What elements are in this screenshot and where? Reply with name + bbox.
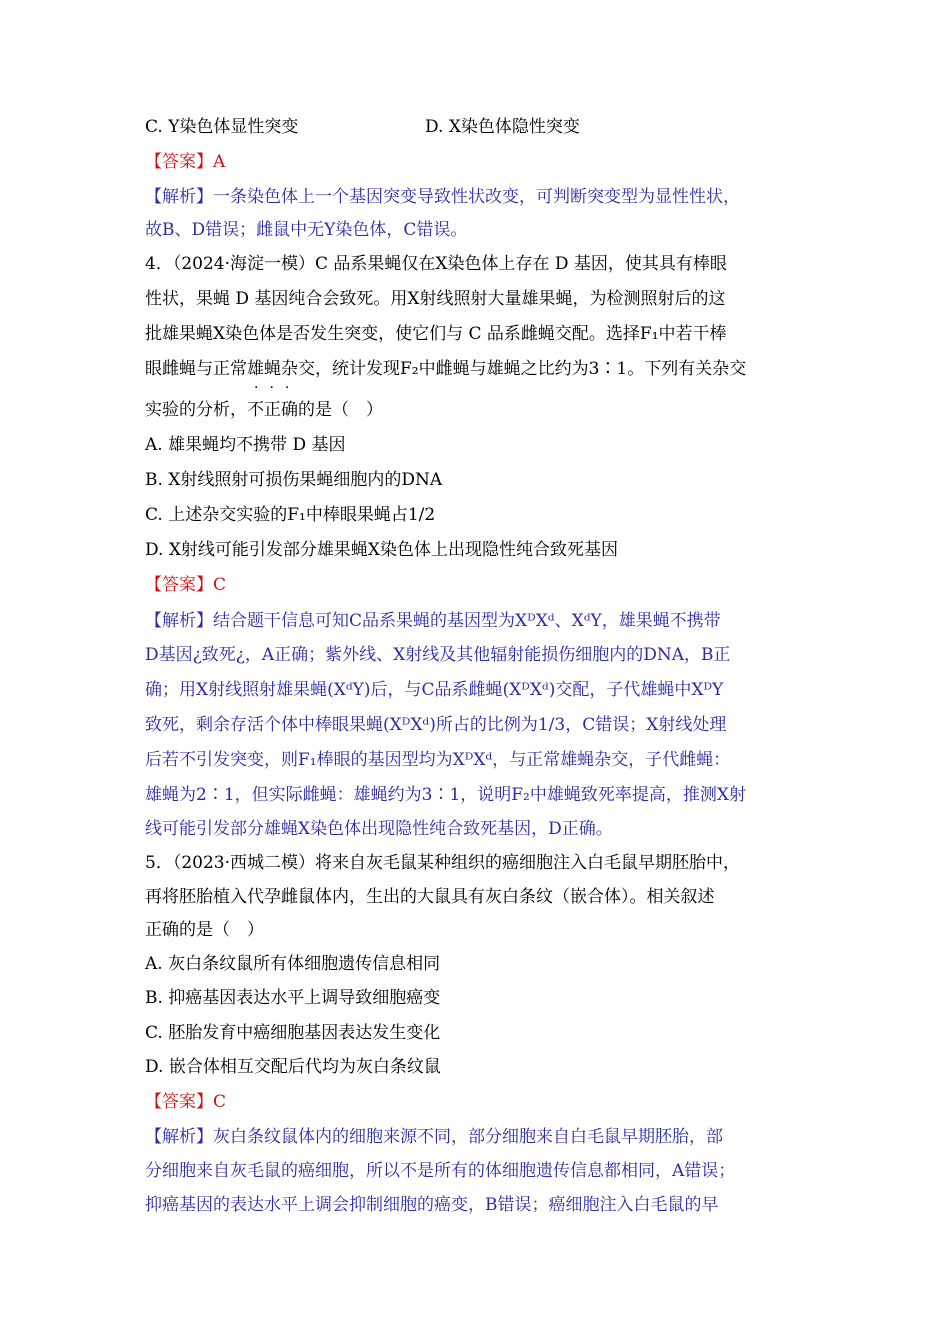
q4-answer	[145, 574, 226, 596]
q4-option-d: D. X射线可能引发部分雄果蝇X染色体上出现隐性纯合致死基因	[145, 540, 619, 560]
q4-analysis-line-3: 确；用X射线照射雄果蝇(XᵈY)后，与C品系雌蝇(XᴰXᵈ)交配，子代雄蝇中XᴰY	[145, 680, 724, 700]
q3-analysis-line-2: 故B、D错误；雌鼠中无Y染色体，C错误。	[145, 220, 468, 240]
q4-stem-line-3: 批雄果蝇X染色体是否发生突变，使它们与 C 品系雌蝇交配。选择F₁中若干棒	[145, 324, 727, 344]
q5-analysis-line-2: 分细胞来自灰毛鼠的癌细胞，所以不是所有的体细胞遗传信息都相同，A错误；	[145, 1161, 736, 1181]
q5-stem-line-2: 再将胚胎植入代孕雌鼠体内，生出的大鼠具有灰白条纹（嵌合体）。相关叙述	[145, 887, 715, 907]
analysis-text: 结合题干信息可知C品系果蝇的基因型为XᴰXᵈ、XᵈY，雄果蝇不携带	[213, 611, 721, 631]
q5-answer	[145, 1091, 226, 1113]
answer-value: C	[213, 575, 227, 595]
q5-option-c: C. 胚胎发育中癌细胞基因表达发生变化	[145, 1023, 441, 1043]
analysis-label: 【解析】	[145, 187, 213, 207]
q4-analysis-line-6: 雄蝇为2∶1，但实际雌蝇：雄蝇约为3∶1，说明F₂中雄蝇致死率提高，推测X射	[145, 785, 746, 805]
q4-analysis-line-1	[145, 610, 721, 632]
answer-label: 【答案】	[145, 1092, 213, 1112]
q3-analysis-line-1	[145, 186, 740, 208]
q4-option-b: B. X射线照射可损伤果蝇细胞内的DNA	[145, 470, 443, 490]
q4-stem-line-1: 4．（2024·海淀一模）C 品系果蝇仅在X染色体上存在 D 基因，使其具有棒眼	[145, 254, 727, 274]
answer-value: A	[213, 152, 226, 172]
analysis-label: 【解析】	[145, 611, 213, 631]
q4-stem-line-5: 实验的分析，不正确的是（ ）	[145, 400, 383, 420]
q4-analysis-line-7: 线可能引发部分雄蝇X染色体出现隐性纯合致死基因，D正确。	[145, 819, 613, 839]
q4-analysis-line-5: 后若不引发突变，则F₁棒眼的基因型均为XᴰXᵈ，与正常雄蝇杂交，子代雌蝇：	[145, 750, 731, 770]
q4-analysis-line-2: D基因¿致死¿，A正确；紫外线、X射线及其他辐射能损伤细胞内的DNA，B正	[145, 645, 731, 665]
q3-answer	[145, 151, 225, 173]
q5-analysis-line-3: 抑癌基因的表达水平上调会抑制细胞的癌变，B错误；癌细胞注入白毛鼠的早	[145, 1195, 719, 1215]
emphasis-dots: ···	[254, 380, 301, 396]
analysis-label: 【解析】	[145, 1127, 213, 1147]
q4-analysis-line-4: 致死，剩余存活个体中棒眼果蝇(XᴰXᵈ)所占的比例为1/3，C错误；X射线处理	[145, 715, 727, 735]
q5-option-b: B. 抑癌基因表达水平上调导致细胞癌变	[145, 988, 441, 1008]
answer-label: 【答案】	[145, 152, 213, 172]
answer-value: C	[213, 1092, 227, 1112]
q3-option-c: C. Y染色体显性突变	[145, 117, 299, 137]
q5-stem-line-1: 5．（2023·西城二模）将来自灰毛鼠某种组织的癌细胞注入白毛鼠早期胚胎中，	[145, 853, 740, 873]
q3-option-d: D. X染色体隐性突变	[425, 117, 580, 137]
q4-stem-line-2: 性状，果蝇 D 基因纯合会致死。用X射线照射大量雄果蝇，为检测照射后的这	[145, 289, 726, 309]
q4-option-c: C. 上述杂交实验的F₁中棒眼果蝇占1/2	[145, 505, 436, 525]
answer-label: 【答案】	[145, 575, 213, 595]
q5-stem-line-3: 正确的是（ ）	[145, 920, 264, 940]
q5-option-d: D. 嵌合体相互交配后代均为灰白条纹鼠	[145, 1057, 441, 1077]
q5-analysis-line-1	[145, 1126, 723, 1148]
q4-option-a: A. 雄果蝇均不携带 D 基因	[145, 435, 346, 455]
analysis-text: 一条染色体上一个基因突变导致性状改变，可判断突变型为显性性状，	[213, 187, 740, 207]
q4-stem-line-4: 眼雌蝇与正常雄蝇杂交，统计发现F₂中雌蝇与雄蝇之比约为3∶1。下列有关杂交	[145, 359, 747, 379]
q5-option-a: A. 灰白条纹鼠所有体细胞遗传信息相同	[145, 954, 441, 974]
analysis-text: 灰白条纹鼠体内的细胞来源不同，部分细胞来自白毛鼠早期胚胎，部	[213, 1127, 723, 1147]
